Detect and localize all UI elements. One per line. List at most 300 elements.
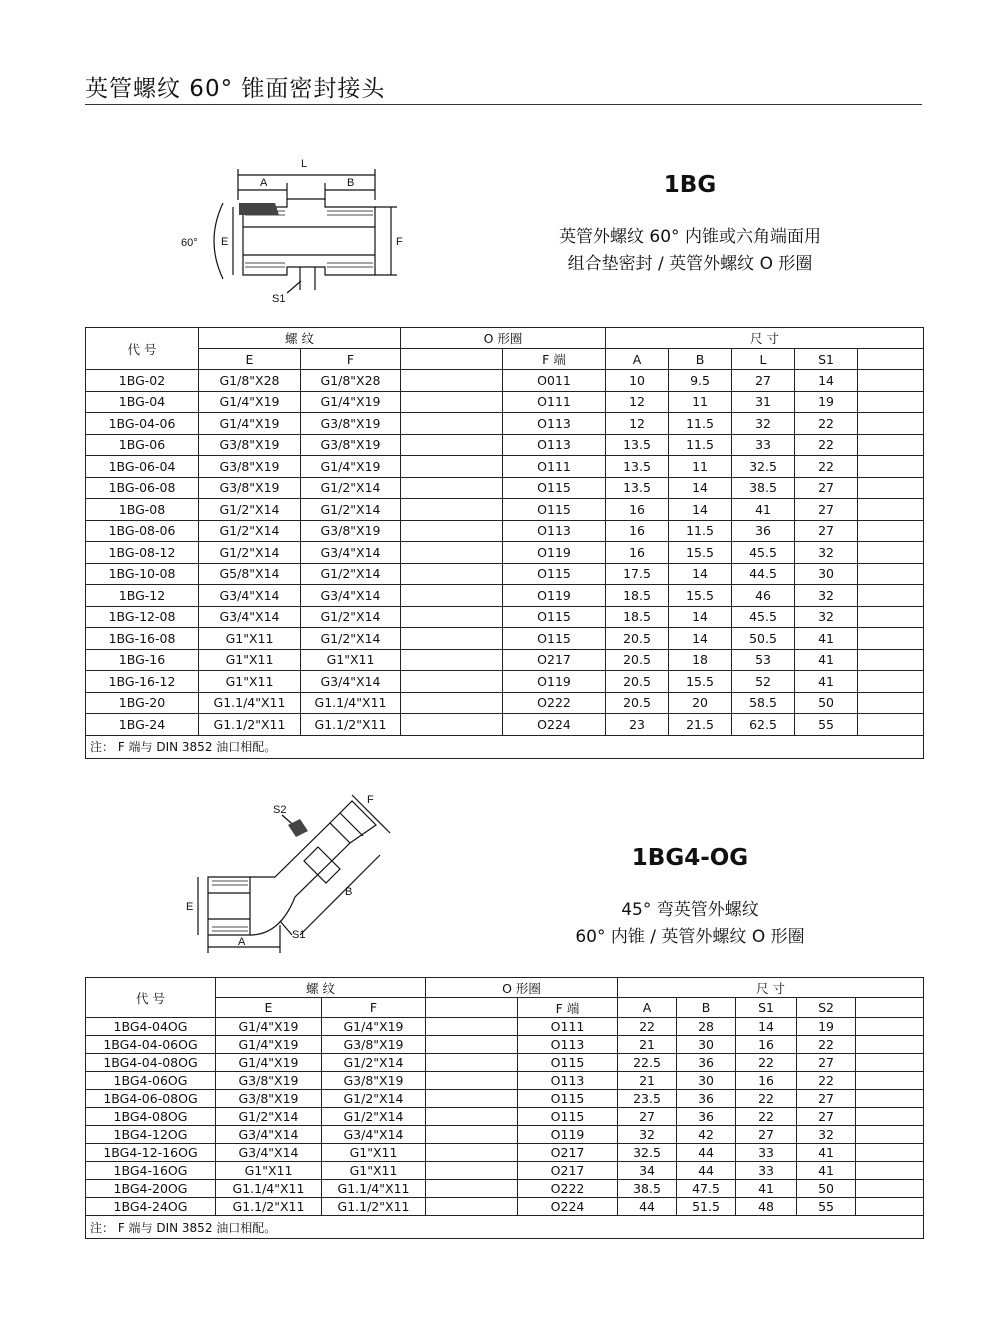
svg-text:L: L xyxy=(301,158,308,170)
table-cell xyxy=(858,606,924,628)
table-cell: 27 xyxy=(736,1126,797,1144)
table-cell: G3/8"X19 xyxy=(199,434,301,456)
table-cell xyxy=(858,413,924,435)
table-cell xyxy=(858,649,924,671)
table-cell: 13.5 xyxy=(606,456,669,478)
header-code: 代 号 xyxy=(86,978,216,1018)
table-cell: G3/4"X14 xyxy=(199,606,301,628)
table-cell: G1/8"X28 xyxy=(199,370,301,392)
table-cell xyxy=(858,671,924,693)
table-cell: G3/8"X19 xyxy=(301,520,401,542)
table-row xyxy=(86,714,924,736)
table-cell: 16 xyxy=(736,1036,797,1054)
table-cell: 32.5 xyxy=(618,1144,677,1162)
table-cell: 38.5 xyxy=(732,477,795,499)
table-cell: G1/2"X14 xyxy=(199,542,301,564)
table-cell: 21 xyxy=(618,1036,677,1054)
header-size: 尺 寸 xyxy=(618,978,924,998)
table-cell: O113 xyxy=(503,434,606,456)
table-cell: 20.5 xyxy=(606,628,669,650)
table-cell xyxy=(401,585,503,607)
table-cell: 17.5 xyxy=(606,563,669,585)
model-code-cell: 1BG4-06OG xyxy=(86,1072,216,1090)
table-cell: O119 xyxy=(503,671,606,693)
table-cell xyxy=(401,370,503,392)
fitting-1bg-diagram xyxy=(175,155,415,305)
table-row xyxy=(86,1018,924,1036)
table-cell xyxy=(858,563,924,585)
table-cell xyxy=(401,606,503,628)
table-cell: G3/4"X14 xyxy=(216,1144,322,1162)
table-row xyxy=(86,1180,924,1198)
table-cell: 27 xyxy=(795,477,858,499)
table-cell: 45.5 xyxy=(732,542,795,564)
table-cell: 22 xyxy=(795,413,858,435)
table-cell: G1"X11 xyxy=(216,1162,322,1180)
table-cell: 47.5 xyxy=(677,1180,736,1198)
table-cell xyxy=(858,520,924,542)
table-cell: 16 xyxy=(736,1072,797,1090)
table-cell: G1/2"X14 xyxy=(199,499,301,521)
header-oring: O 形圈 xyxy=(401,328,606,349)
table-cell: O217 xyxy=(518,1144,618,1162)
table-cell: 23.5 xyxy=(618,1090,677,1108)
svg-text:B: B xyxy=(347,177,355,189)
table-cell: 41 xyxy=(795,628,858,650)
subheader-cell: B xyxy=(677,998,736,1018)
table-cell: 11.5 xyxy=(669,520,732,542)
table-cell: 48 xyxy=(736,1198,797,1216)
table-cell: O115 xyxy=(503,628,606,650)
subheader-cell: L xyxy=(732,349,795,370)
header-size: 尺 寸 xyxy=(606,328,924,349)
table-cell: G3/4"X14 xyxy=(199,585,301,607)
table-cell: G1/4"X19 xyxy=(322,1018,426,1036)
model-description-line1: 45° 弯英管外螺纹 xyxy=(621,900,759,920)
table-cell: 34 xyxy=(618,1162,677,1180)
model-code-cell: 1BG4-04-06OG xyxy=(86,1036,216,1054)
table-cell: 41 xyxy=(797,1162,856,1180)
title-divider xyxy=(85,104,922,105)
table-cell xyxy=(401,520,503,542)
table-cell: G1/2"X14 xyxy=(301,499,401,521)
table-row xyxy=(86,692,924,714)
table-cell: 44 xyxy=(618,1198,677,1216)
table-row xyxy=(86,499,924,521)
table-cell xyxy=(858,499,924,521)
table-cell: G1/2"X14 xyxy=(301,563,401,585)
table-cell: G3/4"X14 xyxy=(301,671,401,693)
table-cell: 27 xyxy=(797,1054,856,1072)
svg-text:B: B xyxy=(345,886,353,898)
subheader-cell: A xyxy=(606,349,669,370)
table-cell xyxy=(856,1090,924,1108)
table-cell: 41 xyxy=(736,1180,797,1198)
table-row xyxy=(86,456,924,478)
table-cell: 44.5 xyxy=(732,563,795,585)
table-cell: O217 xyxy=(518,1162,618,1180)
model-code-cell: 1BG4-16OG xyxy=(86,1162,216,1180)
table-cell: 9.5 xyxy=(669,370,732,392)
table-cell: G3/8"X19 xyxy=(301,434,401,456)
table-cell xyxy=(858,370,924,392)
table-cell: O222 xyxy=(503,692,606,714)
table-cell: O113 xyxy=(503,520,606,542)
table-cell: G1"X11 xyxy=(322,1162,426,1180)
table-cell: 18.5 xyxy=(606,585,669,607)
table-cell: 22 xyxy=(795,434,858,456)
header-thread: 螺 纹 xyxy=(199,328,401,349)
subheader-cell xyxy=(401,349,503,370)
table-cell xyxy=(401,413,503,435)
table-cell xyxy=(426,1054,518,1072)
spec-table-1bg4-og xyxy=(85,977,924,1239)
table-row xyxy=(86,520,924,542)
table-cell xyxy=(401,542,503,564)
model-code-cell: 1BG-06 xyxy=(86,434,199,456)
table-row xyxy=(86,563,924,585)
header-code: 代 号 xyxy=(86,328,199,370)
table-cell: 22 xyxy=(736,1054,797,1072)
table-row xyxy=(86,1144,924,1162)
table-cell: 13.5 xyxy=(606,434,669,456)
svg-text:S2: S2 xyxy=(273,804,287,816)
table-cell: G1/4"X19 xyxy=(199,391,301,413)
table-cell: 36 xyxy=(732,520,795,542)
table-row xyxy=(86,391,924,413)
table-row xyxy=(86,1108,924,1126)
table-cell: O119 xyxy=(503,585,606,607)
fitting-1bg4-og-diagram xyxy=(180,785,400,960)
table-cell: G3/8"X19 xyxy=(216,1072,322,1090)
table-cell: O224 xyxy=(503,714,606,736)
table-cell: G1/4"X19 xyxy=(216,1036,322,1054)
table-cell xyxy=(856,1126,924,1144)
table-cell xyxy=(426,1018,518,1036)
table-cell xyxy=(858,585,924,607)
svg-text:S1: S1 xyxy=(272,293,286,305)
table-cell: 20 xyxy=(669,692,732,714)
table-row xyxy=(86,628,924,650)
svg-text:A: A xyxy=(260,177,268,189)
table-cell: 22 xyxy=(795,456,858,478)
table-cell xyxy=(401,563,503,585)
table-cell: 36 xyxy=(677,1054,736,1072)
subheader-cell xyxy=(426,998,518,1018)
table-cell: O115 xyxy=(503,606,606,628)
table-cell xyxy=(858,456,924,478)
table-cell: G3/8"X19 xyxy=(322,1036,426,1054)
table-row xyxy=(86,585,924,607)
table-cell: G1/4"X19 xyxy=(301,456,401,478)
table-cell xyxy=(401,714,503,736)
table-row xyxy=(86,1090,924,1108)
table-cell: G3/8"X19 xyxy=(216,1090,322,1108)
table-cell: 14 xyxy=(736,1018,797,1036)
table-cell xyxy=(426,1126,518,1144)
table-row xyxy=(86,671,924,693)
table-cell: 38.5 xyxy=(618,1180,677,1198)
table-cell: 11.5 xyxy=(669,434,732,456)
subheader-cell: F xyxy=(322,998,426,1018)
model-code-cell: 1BG4-12-16OG xyxy=(86,1144,216,1162)
table-cell: 44 xyxy=(677,1144,736,1162)
table-cell: 11 xyxy=(669,391,732,413)
table-cell: 22 xyxy=(618,1018,677,1036)
table-row xyxy=(86,542,924,564)
model-code-cell: 1BG4-04-08OG xyxy=(86,1054,216,1072)
svg-text:60°: 60° xyxy=(181,237,198,249)
subheader-cell: S1 xyxy=(795,349,858,370)
model-code-cell: 1BG-10-08 xyxy=(86,563,199,585)
model-code-cell: 1BG4-12OG xyxy=(86,1126,216,1144)
table-cell: O119 xyxy=(503,542,606,564)
table-row xyxy=(86,370,924,392)
table-cell: G3/8"X19 xyxy=(301,413,401,435)
model-code: 1BG xyxy=(663,172,717,198)
subheader-cell: F 端 xyxy=(503,349,606,370)
table-cell: 51.5 xyxy=(677,1198,736,1216)
table-cell: 32 xyxy=(732,413,795,435)
table-cell xyxy=(858,391,924,413)
table-cell xyxy=(426,1108,518,1126)
table-cell: 28 xyxy=(677,1018,736,1036)
table-row xyxy=(86,434,924,456)
table-row xyxy=(86,1198,924,1216)
table-cell: 32 xyxy=(618,1126,677,1144)
table-cell: G1/4"X19 xyxy=(199,413,301,435)
table-cell: 33 xyxy=(736,1144,797,1162)
table-cell: 27 xyxy=(795,520,858,542)
table-row xyxy=(86,649,924,671)
table-cell: 30 xyxy=(677,1036,736,1054)
table-cell: O113 xyxy=(518,1072,618,1090)
table-cell: 14 xyxy=(669,477,732,499)
table-cell: 62.5 xyxy=(732,714,795,736)
table-cell: 22 xyxy=(797,1072,856,1090)
table-cell: 32 xyxy=(795,542,858,564)
table-cell: G1/4"X19 xyxy=(216,1018,322,1036)
table-cell: 33 xyxy=(732,434,795,456)
table-cell: 33 xyxy=(736,1162,797,1180)
table-cell: 41 xyxy=(795,649,858,671)
table-cell: G1/2"X14 xyxy=(301,628,401,650)
table-cell: O115 xyxy=(518,1054,618,1072)
table-cell: G1.1/2"X11 xyxy=(322,1198,426,1216)
subheader-cell xyxy=(858,349,924,370)
table-cell xyxy=(858,628,924,650)
table-cell: 44 xyxy=(677,1162,736,1180)
table-cell: G3/4"X14 xyxy=(216,1126,322,1144)
table-cell: G3/4"X14 xyxy=(301,585,401,607)
table-cell: 27 xyxy=(797,1090,856,1108)
table-cell: G1.1/2"X11 xyxy=(199,714,301,736)
table-cell: G1"X11 xyxy=(301,649,401,671)
table-cell: G1/4"X19 xyxy=(216,1054,322,1072)
table-cell: 22 xyxy=(797,1036,856,1054)
table-row xyxy=(86,1126,924,1144)
table-row xyxy=(86,606,924,628)
table-cell: G1"X11 xyxy=(199,649,301,671)
header-oring: O 形圈 xyxy=(426,978,618,998)
subheader-cell: F 端 xyxy=(518,998,618,1018)
svg-text:F: F xyxy=(396,236,403,248)
table-cell: 15.5 xyxy=(669,585,732,607)
header-thread: 螺 纹 xyxy=(216,978,426,998)
table-cell: G1/8"X28 xyxy=(301,370,401,392)
table-cell: 52 xyxy=(732,671,795,693)
svg-text:E: E xyxy=(186,901,194,913)
table-cell: G1/2"X14 xyxy=(301,477,401,499)
table-cell: O222 xyxy=(518,1180,618,1198)
table-cell: G1/2"X14 xyxy=(216,1108,322,1126)
table-cell: 14 xyxy=(669,563,732,585)
subheader-cell: S1 xyxy=(736,998,797,1018)
subheader-cell: S2 xyxy=(797,998,856,1018)
table-cell: 14 xyxy=(669,499,732,521)
table-cell: O224 xyxy=(518,1198,618,1216)
model-description-line2: 组合垫密封 / 英管外螺纹 O 形圈 xyxy=(567,254,813,274)
table-cell xyxy=(401,499,503,521)
table-cell: G3/8"X19 xyxy=(199,456,301,478)
table-cell: 46 xyxy=(732,585,795,607)
table-cell xyxy=(856,1072,924,1090)
table-cell: G1/2"X14 xyxy=(301,606,401,628)
model-code-cell: 1BG-08-06 xyxy=(86,520,199,542)
table-cell: G1.1/4"X11 xyxy=(199,692,301,714)
table-cell: O111 xyxy=(518,1018,618,1036)
table-cell: 27 xyxy=(797,1108,856,1126)
model-code-cell: 1BG-04-06 xyxy=(86,413,199,435)
model-description-line2: 60° 内锥 / 英管外螺纹 O 形圈 xyxy=(575,927,805,947)
table-cell: 22 xyxy=(736,1090,797,1108)
table-cell: 53 xyxy=(732,649,795,671)
table-cell xyxy=(858,714,924,736)
table-cell: G1.1/2"X11 xyxy=(301,714,401,736)
svg-text:A: A xyxy=(238,936,246,948)
table-cell: O217 xyxy=(503,649,606,671)
table-cell xyxy=(401,692,503,714)
model-code-cell: 1BG4-20OG xyxy=(86,1180,216,1198)
model-code-cell: 1BG-02 xyxy=(86,370,199,392)
model-code-cell: 1BG-16-12 xyxy=(86,671,199,693)
model-code-cell: 1BG-16-08 xyxy=(86,628,199,650)
table-cell xyxy=(426,1144,518,1162)
table-cell: 32 xyxy=(795,585,858,607)
table-cell: 27 xyxy=(732,370,795,392)
table-cell: 32 xyxy=(797,1126,856,1144)
table-cell: 19 xyxy=(795,391,858,413)
table-cell xyxy=(426,1072,518,1090)
table-cell xyxy=(858,434,924,456)
table-cell: O115 xyxy=(518,1090,618,1108)
table-note: 注： F 端与 DIN 3852 油口相配。 xyxy=(86,735,924,758)
table-cell: 14 xyxy=(669,606,732,628)
table-cell: 20.5 xyxy=(606,692,669,714)
table-cell xyxy=(426,1180,518,1198)
table-cell: G1/2"X14 xyxy=(322,1108,426,1126)
table-cell xyxy=(858,477,924,499)
table-cell xyxy=(401,477,503,499)
table-cell: 45.5 xyxy=(732,606,795,628)
table-cell: O111 xyxy=(503,456,606,478)
table-cell: G1/4"X19 xyxy=(301,391,401,413)
subheader-cell: F xyxy=(301,349,401,370)
subheader-cell: E xyxy=(199,349,301,370)
model-code-cell: 1BG-08 xyxy=(86,499,199,521)
model-code-cell: 1BG-06-04 xyxy=(86,456,199,478)
table-cell xyxy=(401,649,503,671)
table-cell: 36 xyxy=(677,1090,736,1108)
table-cell: 41 xyxy=(795,671,858,693)
table-cell xyxy=(426,1036,518,1054)
table-cell xyxy=(426,1090,518,1108)
table-cell: G1"X11 xyxy=(199,671,301,693)
table-cell: 50 xyxy=(795,692,858,714)
table-cell: G1"X11 xyxy=(322,1144,426,1162)
table-cell: 14 xyxy=(669,628,732,650)
table-row xyxy=(86,477,924,499)
table-cell: 14 xyxy=(795,370,858,392)
table-cell: 55 xyxy=(795,714,858,736)
model-code-cell: 1BG-08-12 xyxy=(86,542,199,564)
table-row xyxy=(86,1036,924,1054)
model-code-cell: 1BG-12-08 xyxy=(86,606,199,628)
table-cell: 20.5 xyxy=(606,671,669,693)
table-cell: 22 xyxy=(736,1108,797,1126)
model-code-cell: 1BG-04 xyxy=(86,391,199,413)
table-cell: G1/2"X14 xyxy=(322,1090,426,1108)
table-cell xyxy=(856,1162,924,1180)
table-cell: 21.5 xyxy=(669,714,732,736)
table-cell: 36 xyxy=(677,1108,736,1126)
subheader-cell: A xyxy=(618,998,677,1018)
table-cell: 16 xyxy=(606,520,669,542)
table-cell: 13.5 xyxy=(606,477,669,499)
table-cell xyxy=(401,391,503,413)
table-cell: O011 xyxy=(503,370,606,392)
model-code-cell: 1BG-06-08 xyxy=(86,477,199,499)
table-cell: 31 xyxy=(732,391,795,413)
table-cell: G1.1/4"X11 xyxy=(301,692,401,714)
model-code-cell: 1BG4-08OG xyxy=(86,1108,216,1126)
table-cell: 11 xyxy=(669,456,732,478)
table-cell xyxy=(856,1198,924,1216)
table-cell: 55 xyxy=(797,1198,856,1216)
table-row xyxy=(86,1054,924,1072)
table-cell: 15.5 xyxy=(669,671,732,693)
table-cell: G1.1/4"X11 xyxy=(216,1180,322,1198)
model-code-cell: 1BG-24 xyxy=(86,714,199,736)
table-cell: 42 xyxy=(677,1126,736,1144)
table-cell: 32 xyxy=(795,606,858,628)
table-cell: O115 xyxy=(503,499,606,521)
page-title: 英管螺纹 60° 锥面密封接头 xyxy=(85,76,386,102)
table-cell: 18 xyxy=(669,649,732,671)
table-cell: 19 xyxy=(797,1018,856,1036)
svg-text:E: E xyxy=(221,236,229,248)
table-row xyxy=(86,413,924,435)
svg-text:F: F xyxy=(367,794,374,806)
table-cell: 23 xyxy=(606,714,669,736)
table-cell: 12 xyxy=(606,413,669,435)
table-cell xyxy=(858,542,924,564)
table-cell: 41 xyxy=(797,1144,856,1162)
table-cell: O111 xyxy=(503,391,606,413)
table-cell: O115 xyxy=(503,477,606,499)
table-cell: 41 xyxy=(732,499,795,521)
subheader-cell xyxy=(856,998,924,1018)
